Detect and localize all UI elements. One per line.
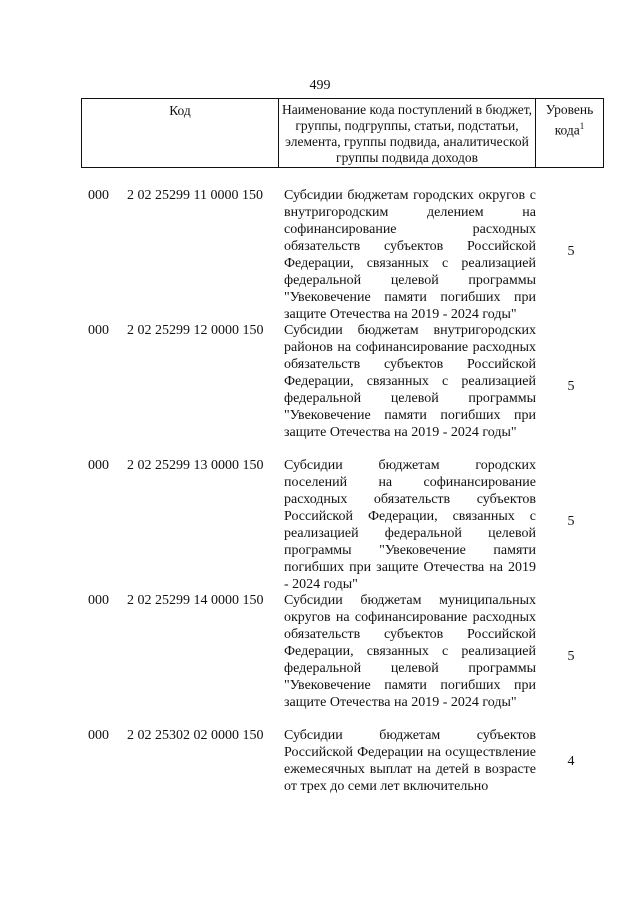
- header-level-footnote: 1: [579, 121, 585, 131]
- header-level-label: Уровень кода: [545, 102, 594, 138]
- row-name: Субсидии бюджетам городских округов с внутригородским делением на софинансирование расходных обязательств субъектов Российской Федерации, связанных с реализацией федеральной целевой программы "Увековечение памяти погибших при защите Отечества на 2019 - 2024 годы": [284, 188, 536, 322]
- row-code: 2 02 25299 13 0000 150: [127, 458, 264, 473]
- header-code: Код: [82, 99, 279, 167]
- row-level: 5: [567, 379, 575, 394]
- row-prefix: 000: [88, 458, 109, 473]
- row-level: 5: [567, 244, 575, 259]
- page-number: 499: [309, 78, 331, 93]
- header-name: Наименование кода поступлений в бюджет, группы, подгруппы, статьи, подстатьи, элемента, группы подвида, аналитической группы подвида доходов: [279, 99, 536, 167]
- row-name: Субсидии бюджетам городских поселений на софинансирование расходных обязательств субъектов Российской Федерации, связанных с реализацией федеральной целевой программы "Увековечение памяти погибших при защите Отечества на 2019 - 2024 годы": [284, 458, 536, 592]
- row-prefix: 000: [88, 593, 109, 608]
- row-prefix: 000: [88, 188, 109, 203]
- row-code: 2 02 25299 14 0000 150: [127, 593, 264, 608]
- row-code: 2 02 25299 12 0000 150: [127, 323, 264, 338]
- row-name: Субсидии бюджетам субъектов Российской Федерации на осуществление ежемесячных выплат на детей в возрасте от трех до семи лет включительно: [284, 728, 536, 794]
- table-header: [81, 98, 604, 168]
- row-name: Субсидии бюджетам муниципальных округов на софинансирование расходных обязательств субъектов Российской Федерации, связанных с реализацией федеральной целевой программы "Увековечение памяти погибших при защите Отечества на 2019 - 2024 годы": [284, 593, 536, 710]
- row-prefix: 000: [88, 728, 109, 743]
- row-code: 2 02 25302 02 0000 150: [127, 728, 264, 743]
- row-code: 2 02 25299 11 0000 150: [127, 188, 263, 203]
- row-level: 5: [567, 649, 575, 664]
- row-prefix: 000: [88, 323, 109, 338]
- header-level: [536, 99, 603, 167]
- row-level: 5: [567, 514, 575, 529]
- row-name: Субсидии бюджетам внутригородских районов на софинансирование расходных обязательств субъектов Российской Федерации, связанных с реализацией федеральной целевой программы "Увековечение памяти погибших при защите Отечества на 2019 - 2024 годы": [284, 323, 536, 440]
- row-level: 4: [567, 754, 575, 769]
